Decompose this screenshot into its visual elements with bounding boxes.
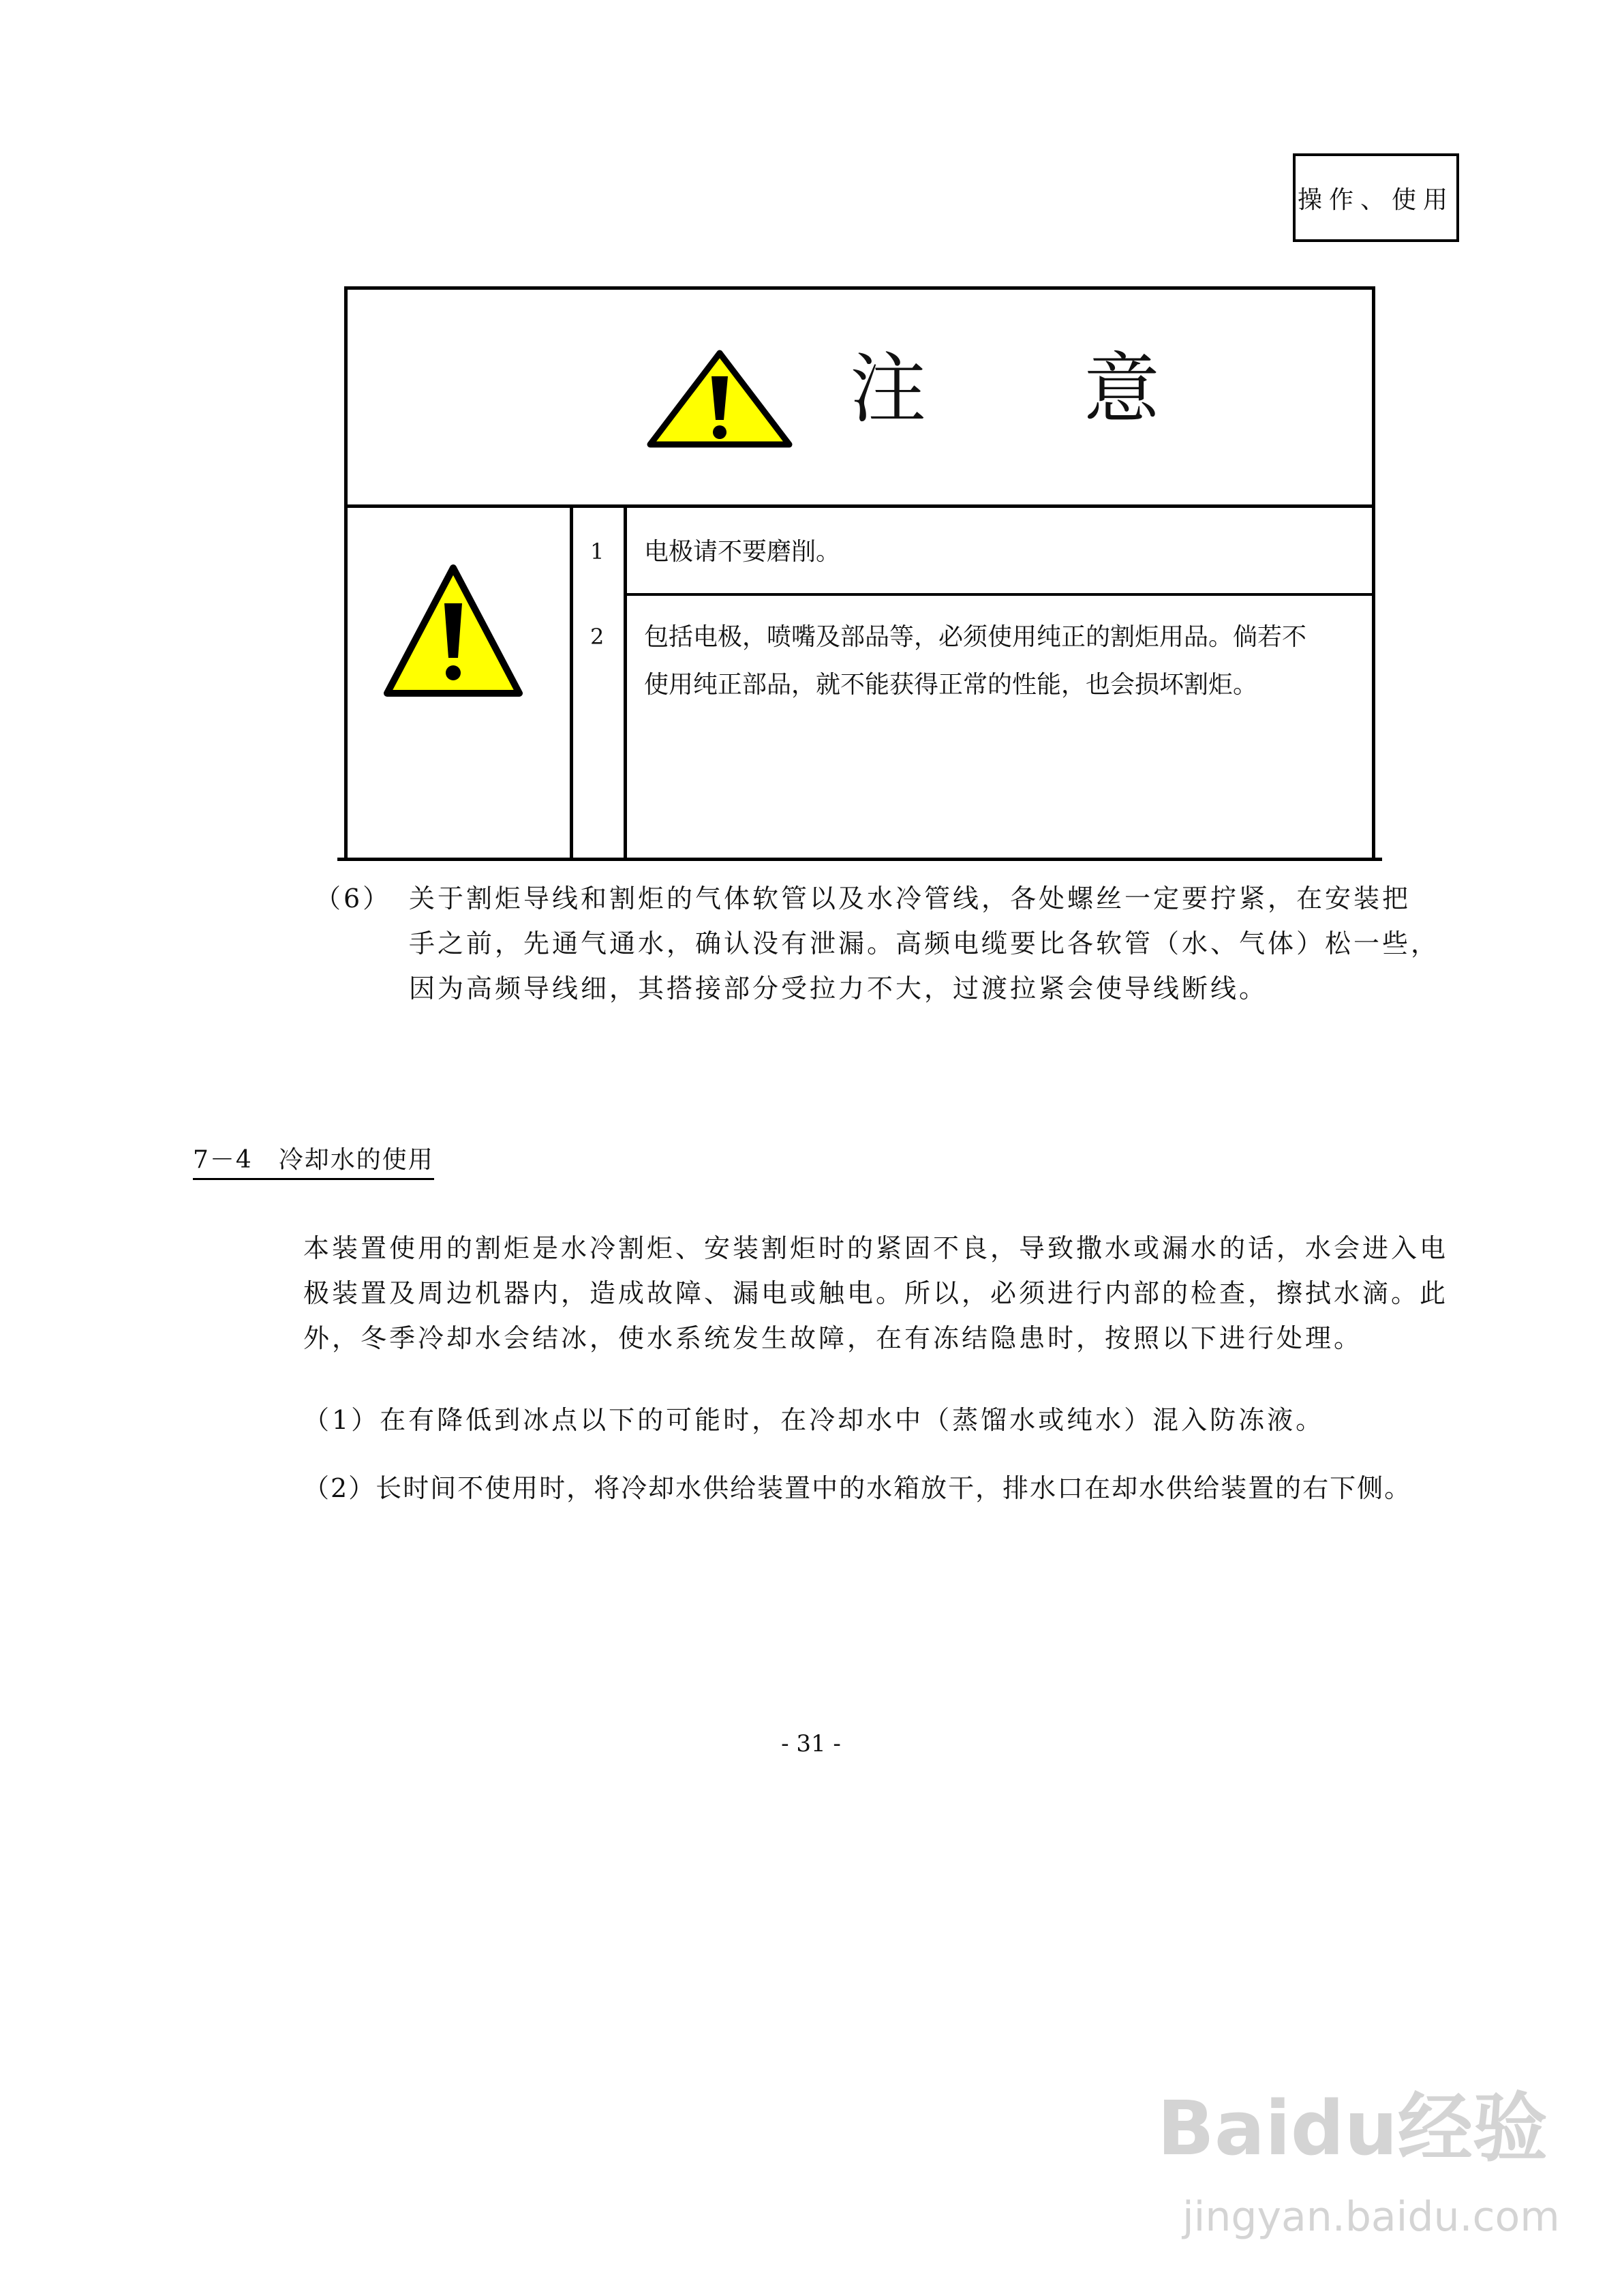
item-6-line-1: 关于割炬导线和割炬的气体软管以及水冷管线，各处螺丝一定要拧紧，在安装把 [409,883,1411,913]
section-intro-line-1: 本装置使用的割炬是水冷割炬、安装割炬时的紧固不良，导致撒水或漏水的话，水会进入电 [303,1233,1449,1263]
item-6-label: （6） [315,883,392,913]
caution-title-char-2: 意 [1084,345,1160,434]
caution-row-2-text-line-2: 使用纯正部品，就不能获得正常的性能，也会损坏割炬。 [644,671,1258,699]
page-number: - 31 - [781,1730,841,1757]
watermark-logo: Baidu经验 [1157,2085,1548,2172]
caution-row-divider [624,593,1375,596]
section-tag-label: 操作、使用 [1297,185,1454,214]
section-heading: 7－4 冷却水的使用 [193,1141,434,1180]
caution-row-2-text-line-1: 包括电极，喷嘴及部品等，必须使用纯正的割炬用品。倘若不 [644,623,1307,651]
caution-column-divider-2 [624,506,627,859]
caution-bottom-border [337,858,1382,861]
watermark-url: jingyan.baidu.com [1182,2193,1560,2241]
warning-triangle-icon [646,349,793,450]
section-item-1: （1）在有降低到冰点以下的可能时，在冷却水中（蒸馏水或纯水）混入防冻液。 [303,1405,1325,1435]
section-item-2: （2）长时间不使用时，将冷却水供给装置中的水箱放干，排水口在却水供给装置的右下侧。 [303,1473,1412,1503]
caution-row-1-text: 电极请不要磨削。 [644,538,841,566]
warning-triangle-icon [382,562,525,699]
item-6-line-3: 因为高频导线细，其搭接部分受拉力不大，过渡拉紧会使导线断线。 [409,973,1268,1003]
section-intro-line-3: 外，冬季冷却水会结冰，使水系统发生故障，在有冻结隐患时，按照以下进行处理。 [303,1323,1363,1353]
item-6-line-2: 手之前，先通气通水，确认没有泄漏。高频电缆要比各软管（水、气体）松一些， [409,928,1440,958]
caution-header-divider [344,504,1375,508]
caution-title-char-1: 注 [850,345,926,434]
caution-column-divider-1 [570,506,573,859]
section-intro-line-2: 极装置及周边机器内，造成故障、漏电或触电。所以，必须进行内部的检查，擦拭水滴。此 [303,1278,1449,1308]
section-tag [1293,153,1459,242]
caution-row-1-number: 1 [590,539,605,564]
caution-row-2-number: 2 [590,624,605,650]
